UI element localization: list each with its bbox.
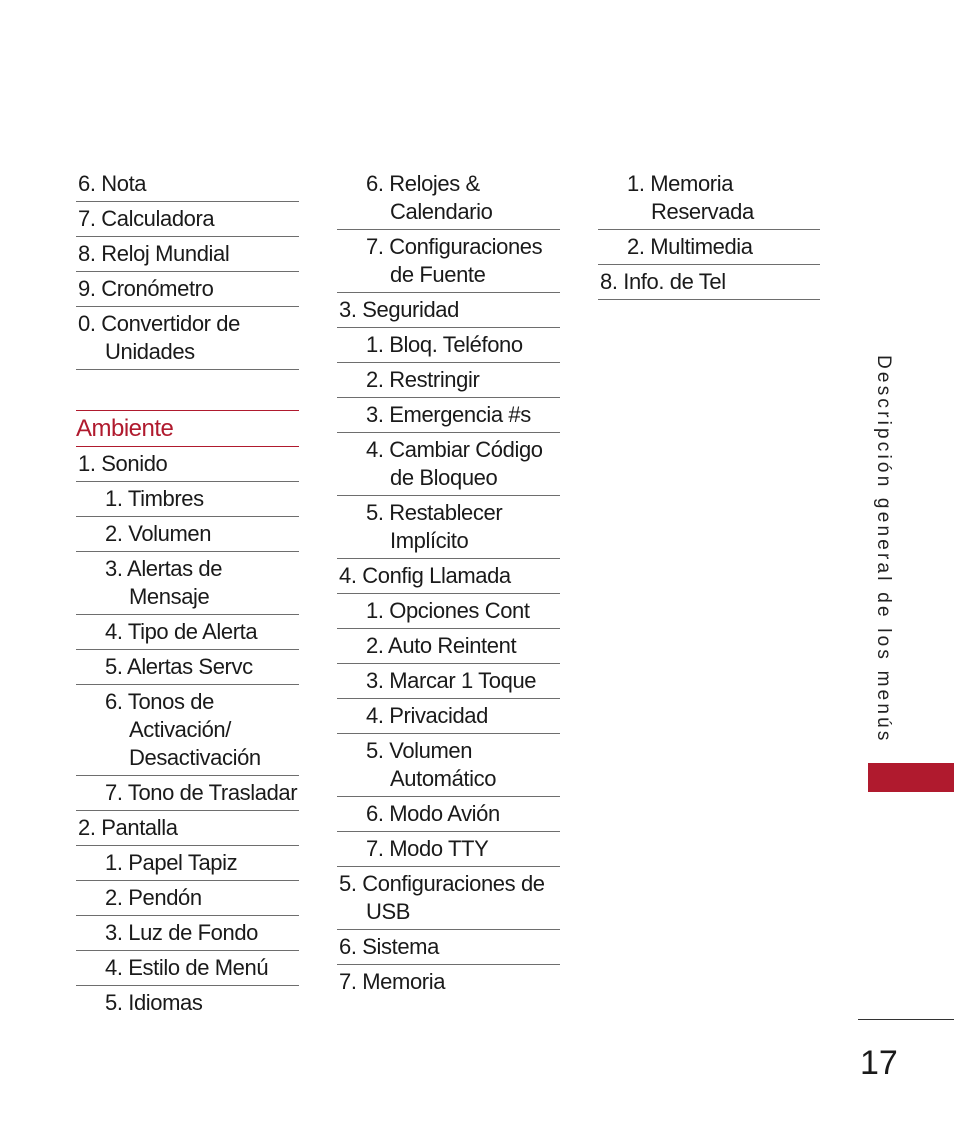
menu-item-label: 5. Restablecer (366, 500, 503, 525)
menu-item (76, 951, 299, 986)
menu-item-label: 5. Volumen (366, 738, 473, 763)
menu-item-label-continued: Automático (390, 766, 497, 791)
menu-item (76, 202, 299, 237)
section-tab-marker (868, 763, 954, 792)
menu-item (76, 552, 299, 615)
menu-item-label: 3. Luz de Fondo (105, 920, 259, 945)
sidebar-section-title: Descripción general de los menús (873, 355, 894, 744)
menu-item (76, 776, 299, 811)
menu-item-label: 5. Configuraciones de (339, 871, 545, 896)
menu-item-label: 3. Seguridad (339, 297, 459, 322)
menu-item-label: 1. Opciones Cont (366, 598, 530, 623)
menu-item-label: 1. Papel Tapiz (105, 850, 238, 875)
menu-item-label: 6. Tonos de (105, 689, 214, 714)
menu-item-label: 4. Privacidad (366, 703, 488, 728)
menu-item (337, 734, 560, 797)
menu-item (337, 559, 560, 594)
menu-item (337, 293, 560, 328)
menu-item-label: 7. Calculadora (78, 206, 215, 231)
menu-item-label-continued: de Fuente (390, 262, 486, 287)
menu-item-label: 6. Relojes & (366, 171, 480, 196)
menu-column-1 (76, 167, 299, 1020)
menu-item-label: 4. Cambiar Código (366, 437, 543, 462)
section-heading: Ambiente (76, 411, 299, 447)
menu-item (337, 363, 560, 398)
menu-column-2 (337, 167, 560, 999)
menu-item (337, 594, 560, 629)
menu-item (76, 307, 299, 370)
menu-item-label: 8. Reloj Mundial (78, 241, 230, 266)
menu-item-label: 1. Bloq. Teléfono (366, 332, 523, 357)
menu-item (337, 930, 560, 965)
menu-item-label: 9. Cronómetro (78, 276, 214, 301)
section-divider (76, 370, 299, 411)
menu-item-label: 4. Tipo de Alerta (105, 619, 258, 644)
menu-item-label-continued: Implícito (390, 528, 469, 553)
menu-item (76, 447, 299, 482)
menu-item-label: 4. Config Llamada (339, 563, 511, 588)
menu-item-label: 6. Nota (78, 171, 147, 196)
menu-item (76, 811, 299, 846)
menu-item (598, 230, 820, 265)
menu-item (337, 699, 560, 734)
menu-item-label: 2. Pantalla (78, 815, 178, 840)
menu-item-label: 0. Convertidor de (78, 311, 240, 336)
menu-item-label-continued: Mensaje (129, 584, 210, 609)
menu-item-label: 3. Marcar 1 Toque (366, 668, 537, 693)
menu-item-label-continued: USB (366, 899, 411, 924)
menu-item (598, 265, 820, 300)
menu-item (76, 272, 299, 307)
menu-item-label-continued: Desactivación (129, 745, 261, 770)
menu-item (337, 433, 560, 496)
menu-item-label-continued: de Bloqueo (390, 465, 498, 490)
menu-item-label: 2. Restringir (366, 367, 480, 392)
menu-item-label: 1. Memoria (627, 171, 734, 196)
menu-item-label: 7. Configuraciones (366, 234, 543, 259)
menu-item-label: 3. Emergencia #s (366, 402, 531, 427)
menu-item (76, 167, 299, 202)
menu-item (76, 881, 299, 916)
menu-item-label-continued: Reservada (651, 199, 754, 224)
menu-item-label: 7. Modo TTY (366, 836, 489, 861)
menu-item (337, 797, 560, 832)
menu-item (76, 517, 299, 552)
menu-item (337, 496, 560, 559)
menu-item (337, 965, 560, 999)
menu-item-label: 7. Tono de Trasladar (105, 780, 298, 805)
menu-item (337, 629, 560, 664)
menu-item (598, 167, 820, 230)
menu-item-label: 4. Estilo de Menú (105, 955, 269, 980)
menu-item-label: 1. Timbres (105, 486, 204, 511)
menu-item (76, 650, 299, 685)
menu-column-3 (598, 167, 820, 300)
menu-item (76, 685, 299, 776)
menu-item (337, 230, 560, 293)
menu-item (76, 237, 299, 272)
menu-item-label: 6. Modo Avión (366, 801, 500, 826)
menu-item (76, 986, 299, 1020)
menu-item (337, 664, 560, 699)
menu-item-label: 2. Auto Reintent (366, 633, 517, 658)
menu-item (337, 832, 560, 867)
menu-item-label: 2. Multimedia (627, 234, 753, 259)
menu-item (76, 482, 299, 517)
menu-item-label: 5. Idiomas (105, 990, 203, 1015)
menu-item (337, 328, 560, 363)
menu-item-label-continued: Activación/ (129, 717, 231, 742)
menu-item (76, 615, 299, 650)
page-number: 17 (860, 1044, 898, 1082)
menu-item (76, 846, 299, 881)
menu-item (337, 867, 560, 930)
menu-item-label: 8. Info. de Tel (600, 269, 726, 294)
menu-item-label: 2. Pendón (105, 885, 202, 910)
menu-item (337, 398, 560, 433)
menu-item-label-continued: Unidades (105, 339, 195, 364)
menu-item-label-continued: Calendario (390, 199, 493, 224)
menu-item-label: 6. Sistema (339, 934, 439, 959)
menu-item-label: 7. Memoria (339, 969, 446, 994)
menu-item (337, 167, 560, 230)
menu-item-label: 5. Alertas Servc (105, 654, 253, 679)
page-number-rule (858, 1019, 954, 1020)
menu-item-label: 3. Alertas de (105, 556, 223, 581)
menu-item (76, 916, 299, 951)
menu-item-label: 1. Sonido (78, 451, 168, 476)
menu-item-label: 2. Volumen (105, 521, 212, 546)
